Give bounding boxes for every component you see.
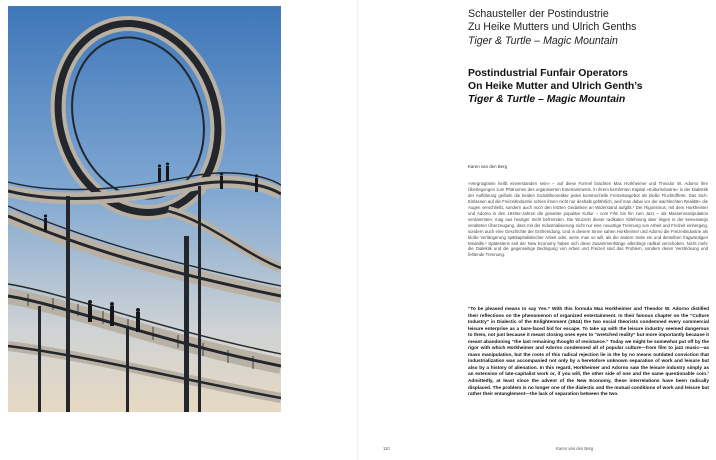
english-title <box>468 67 713 107</box>
english-title-line-2: On Heike Mutter and Ulrich Genth’s <box>468 81 643 93</box>
german-title <box>468 8 708 48</box>
english-title-line-3: Tiger & Turtle – Magic Mountain <box>468 94 626 106</box>
page-gutter <box>357 0 359 460</box>
german-title-line-3: Tiger & Turtle – Magic Mountain <box>468 34 618 47</box>
running-footer-author: Karen van den Berg <box>556 446 594 451</box>
page-number: 110 <box>383 446 390 451</box>
german-title-line-2: Zu Heike Mutters und Ulrich Genths <box>468 21 637 34</box>
tiger-and-turtle-photo <box>8 6 281 412</box>
english-title-line-1: Postindustrial Funfair Operators <box>468 68 628 79</box>
english-body-text: “To be pleased means to say Yes.” With this formula Max Horkheimer and Theodor W. Adorno distilled their reflections on the phenomenon of organized entertainment. In their famous chapter on the “Culture Industry” in Dialectic of the Enlightenment (1944) the two social theorists condemned every commercial leisure enterprise as a bare-faced bid for escape. To take up with the leisure industry seemed dangerous to them, not just because it meant closing ones eyes to “wretched reality” but more importantly because it meant abandoning “the last remaining thought of resistance.” Today we might be somewhat put off by the rigor with which Horkheimer and Adorno condemned all of popular culture—from film to jazz music—as mass manipulation, but the roots of this radical rejection lie in the by no means outdated conviction that industrialization was accompanied not only by a heretofore unknown separation of work and leisure but also by a history of alienation. In this regard, Horkheimer and Adorno saw the leisure industry simply as an extension of late-capitalist work or, if you will, the other side of one and the same questionable coin.² Admittedly, at least since the advent of the New Economy, these interrelations have been radically displaced. The problem is no longer one of the dialectic and the mutual conditions of work and leisure but rather their entanglement—the lack of separation between the two. <box>468 307 709 398</box>
author-byline: Karen van den Berg <box>468 164 508 169</box>
german-title-line-1: Schausteller der Postindustrie <box>468 8 609 20</box>
german-body-text: »Vergnügtsein heißt einverstanden sein« – auf diese Formel brachten Max Horkheimer und Theodor W. Adorno ihre Überlegungen zum Phänomen des organisierten Entertainments. In ihrem berühmten Kapital »Kulturindustrie« in der Dialektik der Aufklärung geißeln die beiden Sozialtheoretiker jedes kommerzielle Freizeitangebot als bloße Fluchtofferte. Das Sich-Einlassen auf die Freizeitindustrie schien ihnen nicht nur deshalb gefährlich, weil man dabei vor der wachlechten Realität« die Augen verschließt, sondern auch noch den letzten Gedanken an Widerstand aufgibt.¹ Der Rigorismus, mit dem Horkheimer und Adorno in den 1940er-Jahren die gesamte populäre Kultur – vom Film bis hin zum Jazz – als Massenmanipulation verdammten, mag aus heutiger Sicht befremden. Die Wurzeln dieser radikalen Ablehnung aber liegen in der keineswegs veralteten Überzeugung, dass mit der Industrialisierung nicht nur eine neuartige Trennung von Arbeit und Freizeit einherging, sondern auch eine Geschichte der Entfremdung. Und in diesem Sinne sahen Horkheimer und Adorno die Freizeitindustrie als bloße Verlängerung spätkapitalistischer Arbeit oder, wenn man so will, als die andere Seite ein und derselben fragwürdigen Medaille.² Spätestens seit der New Economy haben sich diese Zusammenhänge allerdings radikal verschoben. Nicht mehr die Dialektik und die gegenseitige Bedingung von Arbeit und Freizeit sind das Problem, sondern deren Verstrickung und fehlende Trennung. <box>468 181 708 258</box>
